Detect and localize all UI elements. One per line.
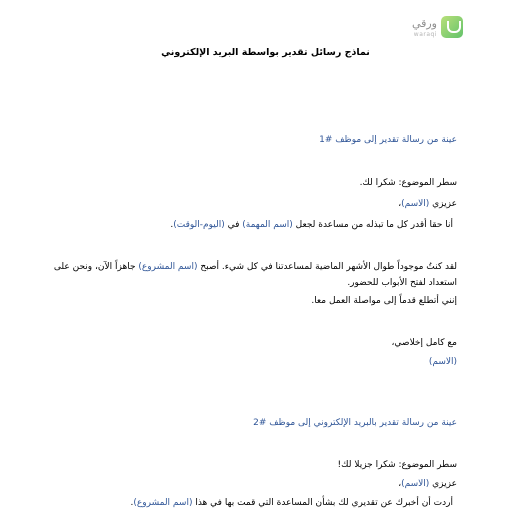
sample2-line1 bbox=[131, 498, 453, 508]
text-run: . bbox=[130, 498, 134, 508]
brand-tagline: waraqi bbox=[413, 31, 437, 38]
sample1-heading: عينة من رسالة تقدير إلى موظف #1 bbox=[319, 135, 457, 145]
sample2-subject: سطر الموضوع: شكرا جزيلا لك! bbox=[337, 460, 457, 470]
brand-name: ورقي bbox=[411, 17, 437, 30]
sample1-line1 bbox=[170, 220, 453, 230]
sample1-paragraph3: إنني أتطلع قدماً إلى مواصلة العمل معا. bbox=[311, 296, 457, 306]
greeting-comma: ، bbox=[398, 479, 402, 489]
greeting-text: عزيزي bbox=[429, 199, 457, 209]
text-run: جاهزاً الآن، ونحن على bbox=[53, 262, 139, 272]
greeting-text: عزيزي bbox=[429, 479, 457, 489]
document-title: نماذج رسائل تقدير بواسطة البريد الإلكتروني bbox=[161, 47, 370, 58]
text-run: . bbox=[170, 220, 174, 230]
text-run: لقد كنتُ موجوداً طوال الأشهر الماضية لمساعدتنا في كل شيء. أصبح bbox=[197, 262, 457, 272]
placeholder-project-name: (اسم المشروع) bbox=[138, 262, 198, 272]
sample2-heading: عينة من رسالة تقدير بالبريد الإلكتروني إلى موظف #2 bbox=[253, 418, 457, 428]
text-run: في bbox=[224, 220, 243, 230]
sample1-paragraph2-line1 bbox=[54, 262, 457, 272]
brand-logo-icon bbox=[441, 16, 463, 38]
placeholder-task-name: (اسم المهمة) bbox=[242, 220, 293, 230]
brand-logo bbox=[403, 14, 463, 44]
sample1-greeting bbox=[398, 199, 457, 209]
text-run: أردت أن أخبرك عن تقديري لك بشأن المساعدة التي قمت بها في هذا bbox=[192, 498, 453, 508]
placeholder-name: (الاسم) bbox=[401, 199, 430, 209]
greeting-comma: ، bbox=[398, 199, 402, 209]
sample1-paragraph2-line2: استعداد لفتح الأبواب للحضور. bbox=[347, 278, 457, 288]
placeholder-name: (الاسم) bbox=[401, 479, 430, 489]
text-run: أنا حقا أقدر كل ما تبذله من مساعدة لجعل bbox=[292, 220, 453, 230]
sample1-signature: (الاسم) bbox=[428, 357, 457, 367]
sample2-greeting bbox=[398, 479, 457, 489]
sample1-subject: سطر الموضوع: شكرا لك. bbox=[359, 178, 457, 188]
placeholder-day-time: (اليوم-الوقت) bbox=[173, 220, 225, 230]
placeholder-project-name: (اسم المشروع) bbox=[133, 498, 193, 508]
sample1-closing: مع كامل إخلاصي، bbox=[391, 338, 457, 348]
